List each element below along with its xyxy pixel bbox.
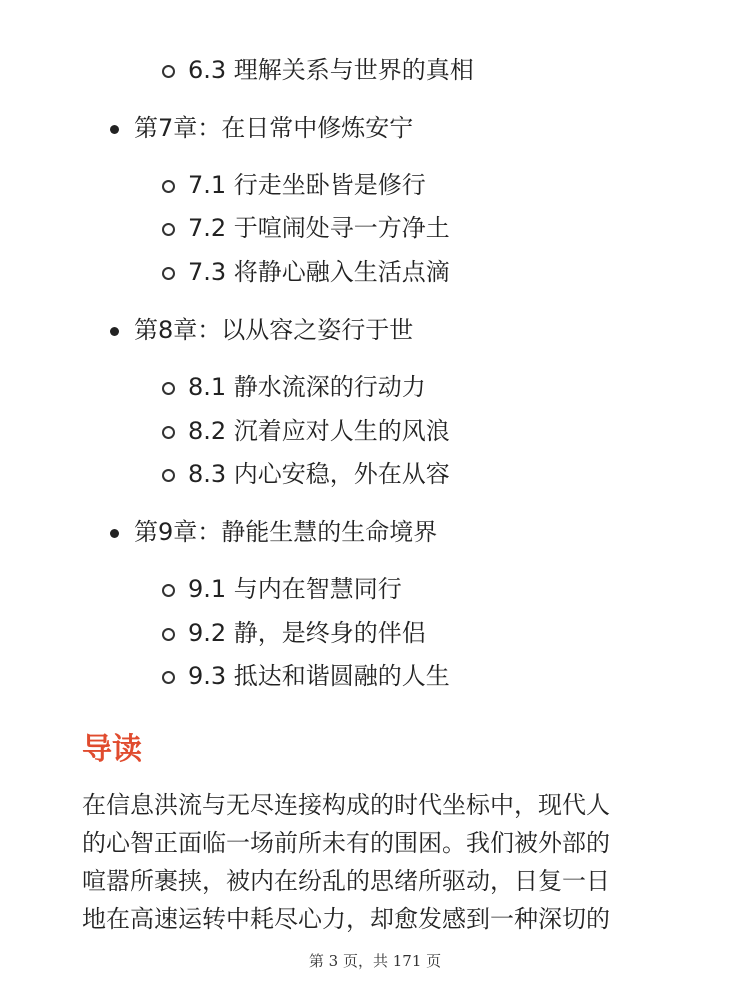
footer-prefix: 第 <box>308 952 324 970</box>
toc-section-item <box>0 569 750 613</box>
hollow-bullet-icon <box>162 65 175 78</box>
toc-section-label: 8.1 静水流深的行动力 <box>188 373 426 401</box>
footer-middle: 页，共 <box>342 952 388 970</box>
hollow-bullet-icon <box>162 426 175 439</box>
toc-section-item <box>0 50 750 94</box>
toc-section-item <box>0 454 750 498</box>
toc-chapter-item <box>0 310 750 354</box>
hollow-bullet-icon <box>162 267 175 280</box>
toc-section-item <box>0 411 750 455</box>
toc-section-item <box>0 252 750 296</box>
hollow-bullet-icon <box>162 180 175 193</box>
filled-bullet-icon <box>110 125 119 134</box>
toc-section-item <box>0 613 750 657</box>
footer-suffix: 页 <box>426 952 442 970</box>
paragraph-line: 地在高速运转中耗尽心力，却愈发感到一种深切的 <box>82 905 610 933</box>
toc-chapter-label: 第8章：以从容之姿行于世 <box>134 316 414 344</box>
toc-section-item <box>0 208 750 252</box>
toc-chapter-item <box>0 108 750 152</box>
paragraph-line: 的心智正面临一场前所未有的围困。我们被外部的 <box>82 829 610 857</box>
toc-section-label: 7.2 于喧闹处寻一方净土 <box>188 214 450 242</box>
toc-section-label: 7.1 行走坐卧皆是修行 <box>188 171 426 199</box>
filled-bullet-icon <box>110 529 119 538</box>
toc-chapter-label: 第7章：在日常中修炼安宁 <box>134 114 414 142</box>
paragraph-line: 喧嚣所裹挟，被内在纷乱的思绪所驱动，日复一日 <box>82 867 610 895</box>
toc-section-label: 8.3 内心安稳，外在从容 <box>188 460 450 488</box>
hollow-bullet-icon <box>162 628 175 641</box>
current-page-number: 3 <box>328 952 339 970</box>
hollow-bullet-icon <box>162 469 175 482</box>
filled-bullet-icon <box>110 327 119 336</box>
toc-chapter-item <box>0 512 750 556</box>
toc-section-label: 9.2 静，是终身的伴侣 <box>188 619 426 647</box>
toc-section-item <box>0 656 750 700</box>
hollow-bullet-icon <box>162 223 175 236</box>
paragraph-line: 在信息洪流与无尽连接构成的时代坐标中，现代人 <box>82 791 610 819</box>
page-footer <box>0 950 750 972</box>
toc-section-item <box>0 367 750 411</box>
hollow-bullet-icon <box>162 382 175 395</box>
toc-section-label: 7.3 将静心融入生活点滴 <box>188 258 450 286</box>
total-page-count: 171 <box>392 952 422 970</box>
section-heading: 导读 <box>82 732 142 767</box>
intro-paragraph <box>82 786 672 938</box>
toc-section-label: 9.3 抵达和谐圆融的人生 <box>188 662 450 690</box>
hollow-bullet-icon <box>162 671 175 684</box>
hollow-bullet-icon <box>162 584 175 597</box>
toc-section-label: 6.3 理解关系与世界的真相 <box>188 56 474 84</box>
toc-section-label: 8.2 沉着应对人生的风浪 <box>188 417 450 445</box>
toc-section-item <box>0 165 750 209</box>
toc-section-label: 9.1 与内在智慧同行 <box>188 575 402 603</box>
toc-chapter-label: 第9章：静能生慧的生命境界 <box>134 518 438 546</box>
